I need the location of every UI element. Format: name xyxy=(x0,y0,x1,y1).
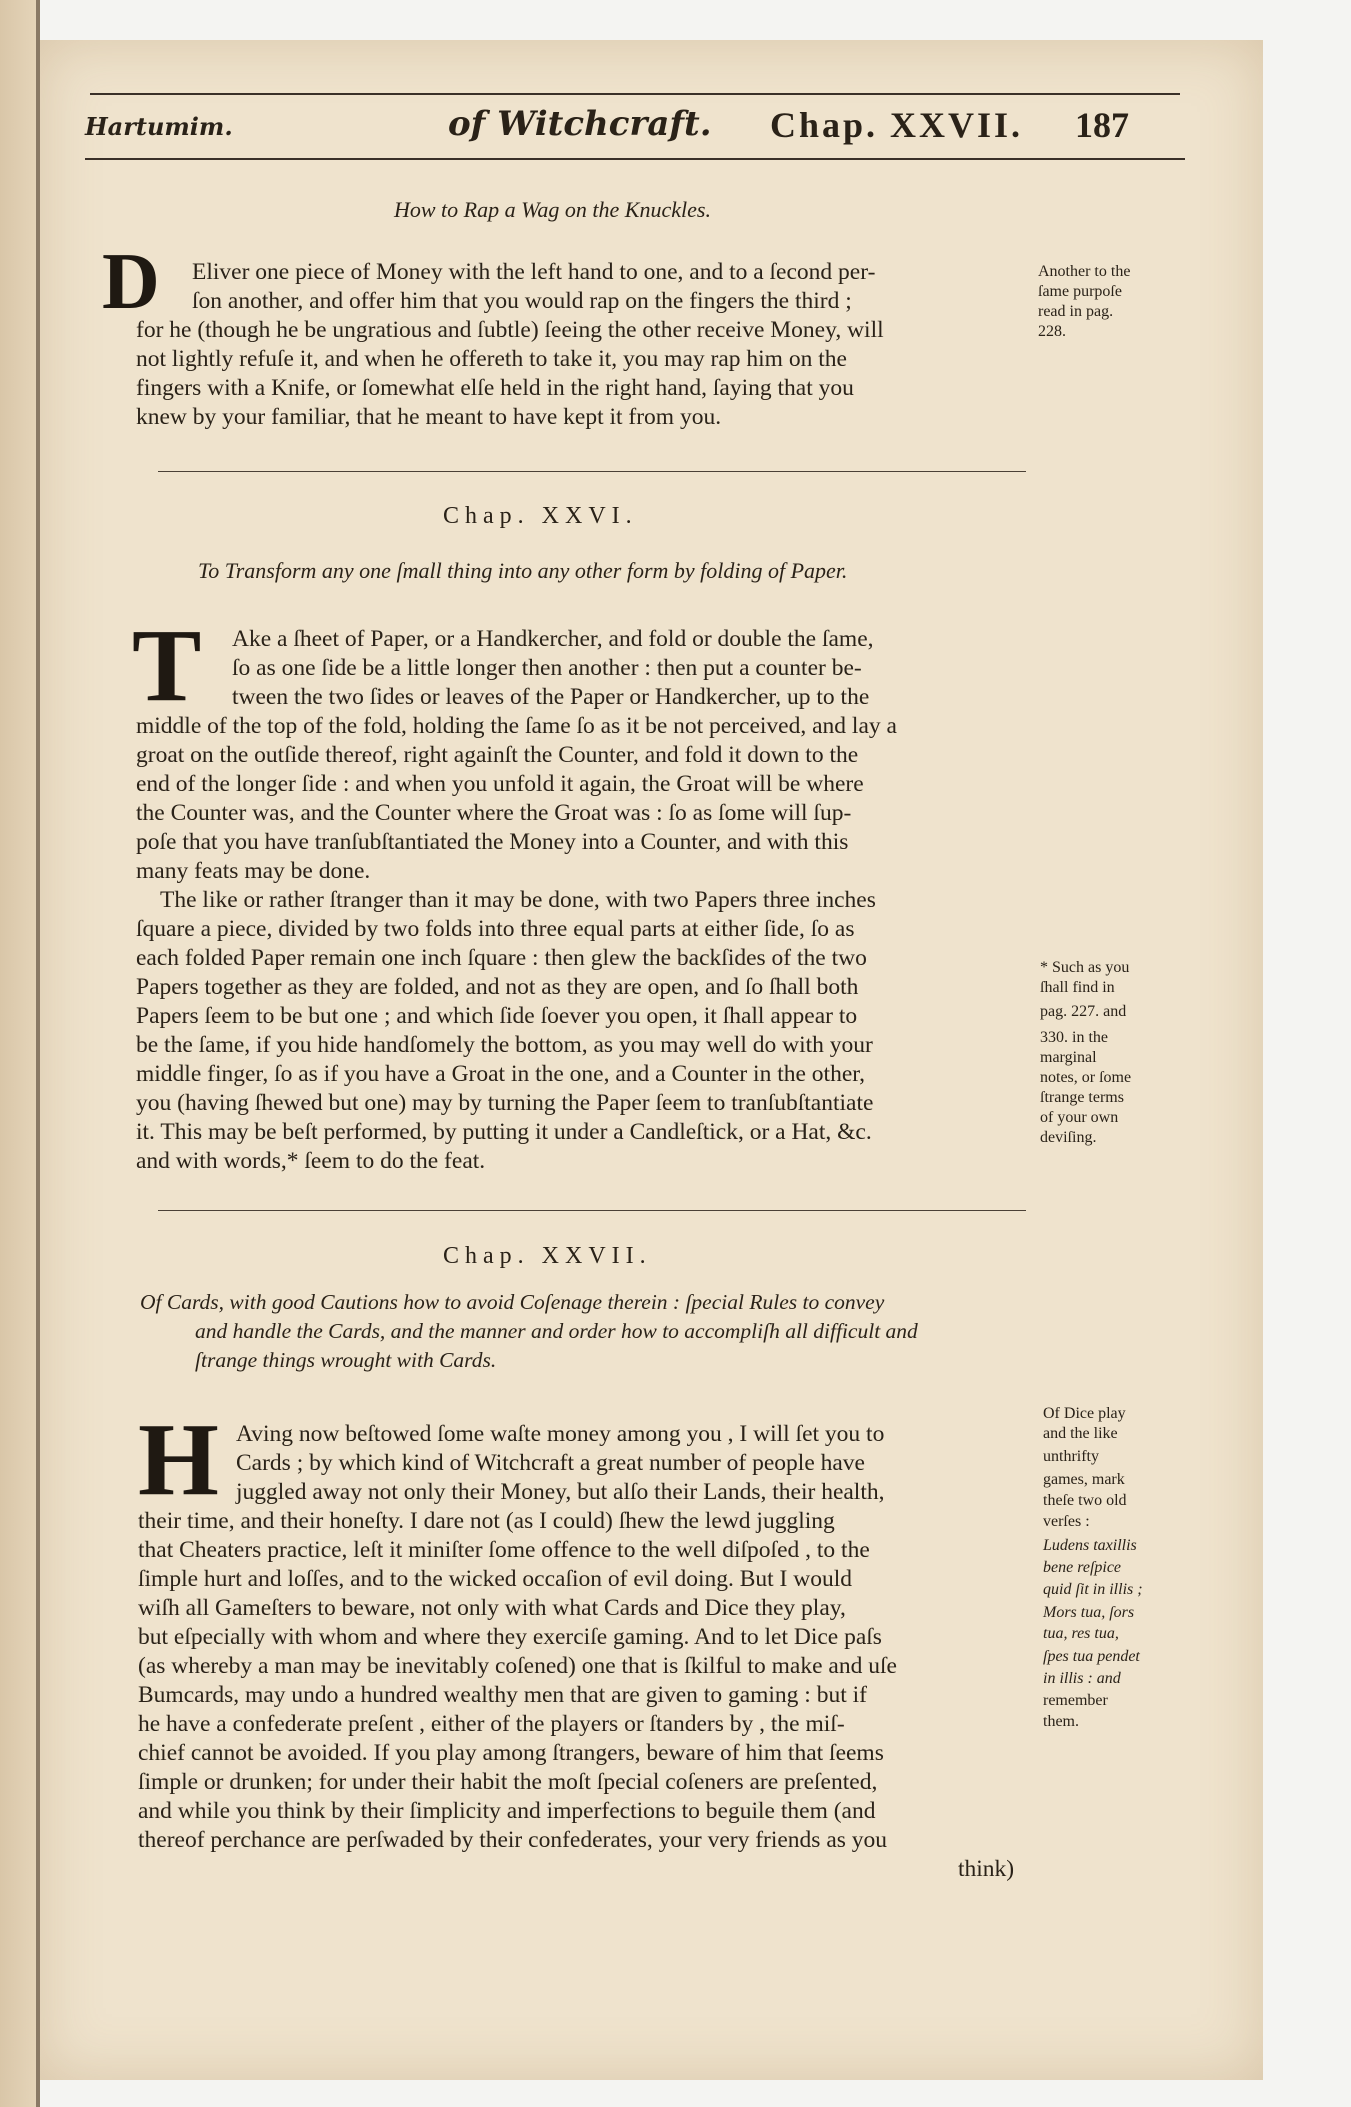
margin-note-line: in illis : and xyxy=(1043,1670,1121,1687)
book-gutter xyxy=(0,0,40,2107)
text-line: the Counter was, and the Counter where the Groat was : ſo as ſome will ſup- xyxy=(136,800,852,826)
margin-note-line: Another to the xyxy=(1038,263,1131,280)
margin-note-line: ſtrange terms xyxy=(1040,1089,1124,1106)
margin-note-line: read in pag. xyxy=(1038,303,1114,320)
margin-note-line: bene reſpice xyxy=(1043,1559,1122,1576)
text-line: many feats may be done. xyxy=(136,858,371,884)
dropcap-t: T xyxy=(132,608,202,723)
text-line: it. This may be beſt performed, by putting it under a Candleſtick, or a Hat, &c. xyxy=(136,1119,872,1145)
text-line: ſimple or drunken; for under their habit the moſt ſpecial coſeners are preſented, xyxy=(138,1769,878,1795)
margin-note-line: tua, res tua, xyxy=(1043,1625,1119,1642)
text-line: The like or rather ſtranger than it may be done, with two Papers three inches xyxy=(160,887,876,913)
text-line: and while you think by their ſimplicity and imperfections to beguile them (and xyxy=(138,1798,876,1824)
dropcap-d: D xyxy=(102,238,160,326)
text-line: Bumcards, may undo a hundred wealthy men that are given to gaming : but if xyxy=(138,1682,867,1708)
text-line: ſo as one ſide be a little longer then another : then put a counter be- xyxy=(232,655,862,681)
text-line: end of the longer ſide : and when you unfold it again, the Groat will be where xyxy=(136,771,864,797)
page-number: 187 xyxy=(1075,105,1129,145)
margin-note-line: them. xyxy=(1043,1713,1079,1730)
catchword: think) xyxy=(958,1856,1015,1882)
header-chapter: Chap. XXVII. xyxy=(770,105,1024,145)
text-line: but eſpecially with whom and where they exerciſe gaming. And to let Dice paſs xyxy=(138,1624,882,1650)
text-line: Papers together as they are folded, and not as they are open, and ſo ſhall both xyxy=(136,974,859,1000)
header-title: of Witchcraft. xyxy=(448,104,712,144)
margin-note-line: and the like xyxy=(1043,1425,1118,1442)
text-line: groat on the outſide thereof, right againſt the Counter, and fold it down to the xyxy=(136,742,859,768)
margin-note-line: marginal xyxy=(1040,1049,1097,1066)
chapter-title-xxvi: To Transform any one ſmall thing into any other form by folding of Paper. xyxy=(198,558,848,583)
text-line: Aving now beſtowed ſome waſte money among you , I will ſet you to xyxy=(236,1421,885,1447)
text-line: fingers with a Knife, or ſomewhat elſe held in the right hand, ſaying that you xyxy=(136,375,854,401)
margin-note-line: ſhall find in xyxy=(1040,979,1115,996)
text-line: chief cannot be avoided. If you play among ſtrangers, beware of him that ſeems xyxy=(138,1740,884,1766)
scan-margin-top xyxy=(40,0,1351,40)
text-line: knew by your familiar, that he meant to have kept it from you. xyxy=(136,404,722,430)
margin-note-line: of your own xyxy=(1040,1109,1119,1126)
section-title-rap-a-wag: How to Rap a Wag on the Knuckles. xyxy=(394,197,711,222)
margin-note-line: deviſing. xyxy=(1040,1129,1097,1146)
margin-note-line: Ludens taxillis xyxy=(1043,1537,1137,1554)
text-line: wiſh all Gameſters to beware, not only with what Cards and Dice they play, xyxy=(138,1595,846,1621)
text-line: (as whereby a man may be inevitably coſened) one that is ſkilful to make and uſe xyxy=(138,1653,897,1679)
text-line: and with words,* ſeem to do the feat. xyxy=(136,1148,486,1174)
margin-note-line: verſes : xyxy=(1043,1513,1090,1530)
chapter-title-line: and handle the Cards, and the manner and order how to accompliſh all difficult and xyxy=(195,1319,918,1343)
text-line: middle of the top of the fold, holding the ſame ſo as it be not perceived, and lay a xyxy=(136,713,897,739)
header-left: Hartumim. xyxy=(85,112,233,141)
scan-margin-bottom xyxy=(40,2080,1263,2107)
text-line: ſquare a piece, divided by two folds into three equal parts at either ſide, ſo as xyxy=(136,916,855,942)
margin-note-line: games, mark xyxy=(1043,1471,1125,1488)
text-line: that Cheaters practice, leſt it miniſter ſome offence to the well diſpoſed , to the xyxy=(138,1537,870,1563)
header-rule-top xyxy=(90,93,1180,95)
text-line: their time, and their honeſty. I dare not (as I could) ſhew the lewd juggling xyxy=(138,1508,835,1534)
text-line: Papers ſeem to be but one ; and which ſide ſoever you open, it ſhall appear to xyxy=(136,1003,858,1029)
margin-note-line: pag. 227. and xyxy=(1040,1003,1127,1020)
text-line: not lightly refuſe it, and when he offereth to take it, you may rap him on the xyxy=(136,346,847,372)
margin-note-line: Mors tua, ſors xyxy=(1043,1604,1135,1621)
chapter-heading-xxvii: Chap. XXVII. xyxy=(443,1243,652,1269)
margin-note-line: remember xyxy=(1043,1692,1108,1709)
text-line: Eliver one piece of Money with the left hand to one, and to a ſecond per- xyxy=(192,259,876,285)
text-line: Ake a ſheet of Paper, or a Handkercher, and fold or double the ſame, xyxy=(232,626,874,652)
text-line: middle finger, ſo as if you have a Groat in the one, and a Counter in the other, xyxy=(136,1061,866,1087)
text-line: Cards ; by which kind of Witchcraft a great number of people have xyxy=(236,1450,865,1476)
text-line: juggled away not only their Money, but alſo their Lands, their health, xyxy=(236,1479,885,1505)
text-line: be the ſame, if you hide handſomely the bottom, as you may well do with your xyxy=(136,1032,873,1058)
margin-note-line: ſpes tua pendet xyxy=(1043,1648,1140,1665)
margin-note-line: notes, or ſome xyxy=(1040,1069,1132,1086)
section-divider xyxy=(158,1210,1026,1211)
section-divider xyxy=(158,471,1026,472)
header-rule-bottom xyxy=(85,158,1185,160)
dropcap-h: H xyxy=(138,1402,219,1517)
text-line: ſimple hurt and loſſes, and to the wicked occaſion of evil doing. But I would xyxy=(138,1566,852,1592)
chapter-heading-xxvi: Chap. XXVI. xyxy=(443,503,638,529)
margin-note-line: theſe two old xyxy=(1043,1492,1127,1509)
text-line: tween the two ſides or leaves of the Paper or Handkercher, up to the xyxy=(232,684,870,710)
margin-note-line: ſame purpoſe xyxy=(1038,283,1122,300)
margin-note-line: 228. xyxy=(1038,323,1066,340)
chapter-title-line: ſtrange things wrought with Cards. xyxy=(195,1348,497,1372)
text-line: ſon another, and offer him that you would rap on the fingers the third ; xyxy=(192,288,852,314)
margin-note-line: quid ſit in illis ; xyxy=(1043,1581,1143,1598)
margin-note-line: unthrifty xyxy=(1043,1448,1099,1465)
book-page xyxy=(40,40,1263,2080)
text-line: you (having ſhewed but one) may by turning the Paper ſeem to tranſubſtantiate xyxy=(136,1090,874,1116)
text-line: each folded Paper remain one inch ſquare : then glew the backſides of the two xyxy=(136,945,867,971)
margin-note-line: 330. in the xyxy=(1040,1029,1108,1046)
margin-note-line: * Such as you xyxy=(1040,959,1130,976)
scan-margin-right xyxy=(1263,40,1351,2107)
text-line: thereof perchance are perſwaded by their confederates, your very friends as you xyxy=(138,1827,888,1853)
text-line: for he (though he be ungratious and ſubtle) ſeeing the other receive Money, will xyxy=(136,317,884,343)
text-line: he have a confederate preſent , either of the players or ſtanders by , the miſ- xyxy=(138,1711,845,1737)
chapter-title-line: Of Cards, with good Cautions how to avoid Coſenage therein : ſpecial Rules to convey xyxy=(140,1290,885,1314)
text-line: poſe that you have tranſubſtantiated the Money into a Counter, and with this xyxy=(136,829,849,855)
margin-note-line: Of Dice play xyxy=(1043,1405,1126,1422)
